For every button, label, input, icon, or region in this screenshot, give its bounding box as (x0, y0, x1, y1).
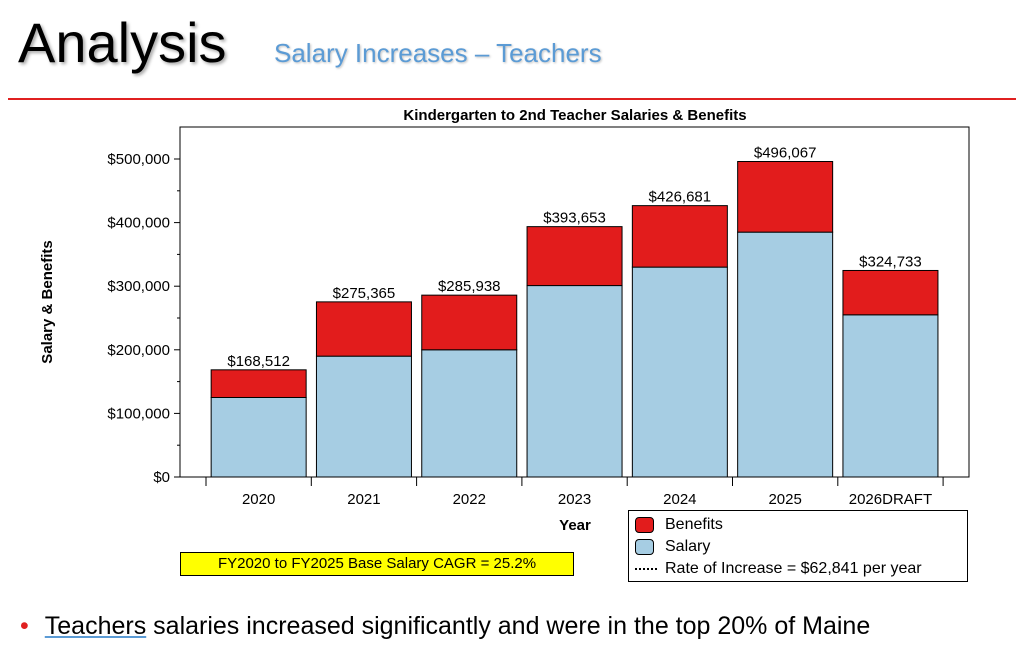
teachers-link[interactable]: Teachers (44, 612, 147, 640)
bar-benefits (632, 206, 727, 267)
bar-salary (422, 350, 517, 477)
bar-total-label: $285,938 (437, 278, 501, 296)
x-tick-label: 2024 (663, 491, 697, 508)
bar-benefits (843, 270, 938, 314)
y-tick-label: $400,000 (107, 214, 170, 232)
y-tick-label: $300,000 (107, 278, 170, 296)
bullet-point (20, 612, 870, 641)
bar-salary (211, 398, 306, 478)
x-tick-label: 2020 (241, 491, 276, 508)
x-tick-label: 2021 (347, 491, 381, 508)
bullet-icon: • (20, 612, 29, 640)
x-tick-label: 2026DRAFT (848, 491, 933, 508)
slide-subtitle: Salary Increases – Teachers (274, 38, 602, 68)
bar-group (211, 145, 938, 477)
bar-salary (632, 267, 727, 477)
x-axis-label: Year (559, 517, 591, 534)
y-axis-label: Salary & Benefits (39, 240, 56, 364)
legend-swatch-benefits (635, 517, 654, 533)
legend-dotted-line (635, 568, 657, 570)
bar-total-label: $275,365 (332, 284, 396, 302)
legend-label-salary: Salary (665, 538, 711, 555)
y-tick-label: $0 (153, 469, 170, 486)
bar-benefits (527, 227, 622, 286)
bar-salary (738, 232, 833, 477)
bar-benefits (211, 370, 306, 398)
x-tick-label: 2025 (768, 491, 802, 508)
bar-benefits (738, 162, 833, 233)
legend-swatch-salary (635, 539, 654, 555)
bar-salary (316, 356, 411, 477)
x-axis (206, 477, 943, 508)
bar-total-label: $393,653 (543, 209, 606, 227)
y-tick-label: $500,000 (107, 151, 170, 168)
cagr-callout: FY2020 to FY2025 Base Salary CAGR = 25.2% (180, 552, 574, 576)
stacked-bar-chart (0, 100, 1024, 540)
y-axis (107, 151, 180, 486)
bar-benefits (316, 302, 411, 356)
chart-title: Kindergarten to 2nd Teacher Salaries & Benefits (403, 107, 747, 124)
bar-total-label: $168,512 (227, 352, 290, 370)
x-tick-label: 2022 (452, 491, 486, 508)
y-tick-label: $100,000 (107, 405, 170, 423)
bar-total-label: $324,733 (859, 253, 922, 271)
legend-label-benefits: Benefits (665, 516, 723, 533)
bar-salary (843, 315, 938, 477)
bar-benefits (422, 295, 517, 350)
bar-total-label: $426,681 (648, 188, 712, 206)
bullet-text: salaries increased significantly and were in the top 20% of Maine (146, 612, 871, 640)
slide-title: Analysis (18, 11, 227, 74)
x-tick-label: 2023 (557, 491, 592, 508)
chart-legend (628, 510, 968, 582)
legend-label-rate: Rate of Increase = $62,841 per year (665, 560, 922, 577)
bar-total-label: $496,067 (753, 144, 817, 162)
y-tick-label: $200,000 (107, 341, 170, 359)
bar-salary (527, 286, 622, 477)
